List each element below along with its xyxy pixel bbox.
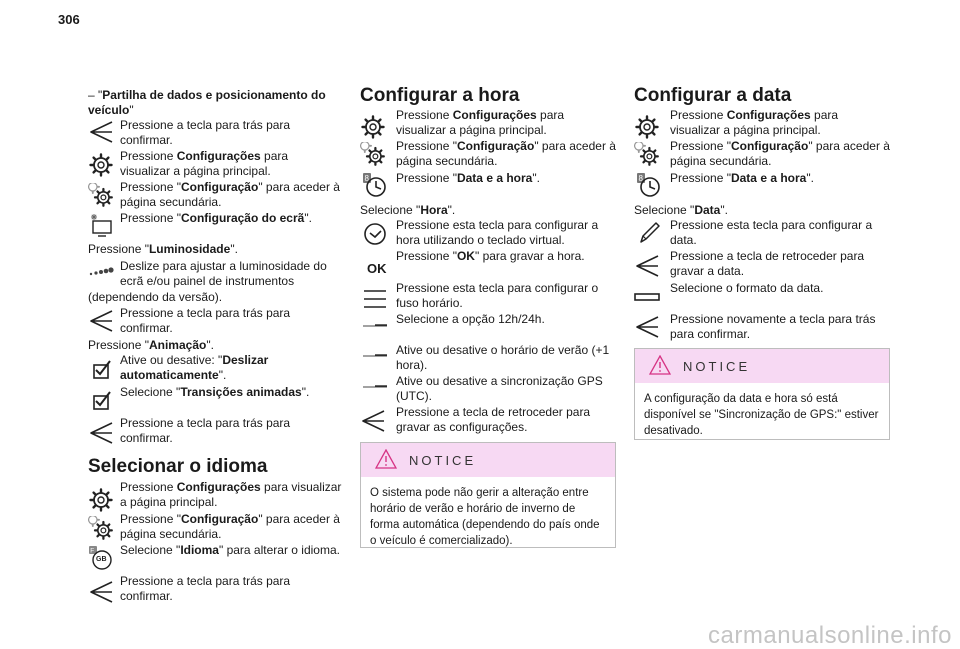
time-zone-key: Pressione esta tecla para configurar o fuso horário. [396, 281, 599, 310]
daylight-saving-toggle: Ative ou desative o horário de verão (+1 hora). [396, 343, 610, 372]
time-step-date-time: Pressione "Data e a hora". [396, 171, 540, 185]
watermark: carmanualsonline.info [708, 622, 952, 649]
checkbox-icon [88, 356, 114, 382]
language-icon-label: GB [96, 556, 107, 563]
back-arrow-icon [88, 420, 114, 446]
notice-title: NOTICE [409, 453, 477, 468]
clock-gear-icon [636, 172, 662, 198]
animated-transitions: Selecione "Transições animadas". [120, 385, 310, 399]
select-date: Selecione "Data". [634, 203, 728, 217]
slide-line-1: Deslize para ajustar a luminosidade do [120, 259, 327, 273]
pencil-icon [636, 220, 662, 246]
brightness-item: Pressione "Luminosidade". [88, 242, 238, 256]
back-arrow-icon [88, 119, 114, 145]
gear-icon [88, 487, 114, 513]
auto-slide-toggle: Ative ou desative: "Deslizar automaticamente". [120, 353, 269, 382]
notice-box-time [360, 442, 616, 548]
back-arrow-icon [360, 408, 386, 434]
back-arrow-icon [634, 314, 660, 340]
animation-item: Pressione "Animação". [88, 338, 214, 352]
notice-title: NOTICE [683, 359, 751, 374]
step-back-confirm-2: Pressione a tecla para trás para confirmar. [120, 306, 291, 335]
double-gear-icon [88, 183, 114, 209]
date-format-option: Selecione o formato da data. [670, 281, 824, 295]
data-sharing-item: – "Partilha de dados e posicionamento do veículo" [88, 88, 326, 117]
time-clock-key: Pressione esta tecla para configurar a hora utilizando o teclado virtual. [396, 218, 599, 247]
date-format-bar-icon [634, 284, 660, 310]
double-gear-icon [88, 516, 114, 542]
section-heading-date: Configurar a data [634, 85, 792, 106]
section-heading-language: Selecionar o idioma [88, 456, 268, 477]
date-back-confirm: Pressione novamente a tecla para trás para confirmar. [670, 312, 876, 341]
step-back-confirm: Pressione a tecla para trás para confirmar. [120, 118, 291, 147]
toggle-line-icon [362, 343, 388, 369]
step-configuration: Pressione "Configuração" para aceder à página secundária. [120, 180, 340, 209]
brightness-slider-icon [88, 258, 114, 284]
clock-icon [362, 221, 388, 247]
double-gear-icon [634, 142, 660, 168]
back-arrow-icon [88, 579, 114, 605]
time-back-save: Pressione a tecla de retroceder para gravar as configurações. [396, 405, 591, 434]
clock-gear-icon [362, 172, 388, 198]
section-heading-time: Configurar a hora [360, 85, 520, 106]
timezone-list-icon [362, 286, 388, 312]
step-back-confirm-3: Pressione a tecla para trás para confirmar. [120, 416, 291, 445]
gear-icon [360, 114, 386, 140]
gear-icon [88, 152, 114, 178]
warning-triangle-icon [649, 355, 671, 375]
language-icon [88, 545, 114, 571]
notice-box-date [634, 348, 890, 440]
checkbox-icon [88, 387, 114, 413]
date-step-settings: Pressione Configurações para visualizar a página principal. [670, 108, 839, 137]
time-step-configuration: Pressione "Configuração" para aceder à página secundária. [396, 139, 616, 168]
notice-text: A configuração da data e hora só está disponível se "Sincronização de GPS:" estiver desativado. [644, 393, 879, 437]
page-number: 306 [58, 12, 80, 27]
time-ok-save: Pressione "OK" para gravar a hora. [396, 249, 585, 263]
step-settings: Pressione Configurações para visualizar a página principal. [120, 149, 289, 178]
slide-line-2: ecrã e/ou painel de instrumentos [120, 274, 295, 288]
step-screen-config: Pressione "Configuração do ecrã". [120, 211, 312, 225]
notice-header [361, 443, 615, 477]
time-format-option: Selecione a opção 12h/24h. [396, 312, 545, 326]
warning-triangle-icon [375, 449, 397, 469]
lang-step-settings: Pressione Configurações para visualizar a página principal. [120, 480, 342, 509]
back-arrow-icon [88, 308, 114, 334]
lang-step-select: Selecione "Idioma" para alterar o idioma. [120, 543, 340, 557]
date-step-configuration: Pressione "Configuração" para aceder à página secundária. [670, 139, 890, 168]
lang-step-back: Pressione a tecla para trás para confirmar. [120, 574, 291, 603]
date-step-date-time: Pressione "Data e a hora". [670, 171, 814, 185]
gps-sync-toggle: Ative ou desative a sincronização GPS (UTC). [396, 374, 603, 403]
double-gear-icon [360, 142, 386, 168]
gear-icon [634, 114, 660, 140]
select-hour: Selecione "Hora". [360, 203, 456, 217]
notice-header [635, 349, 889, 383]
toggle-line-icon [362, 374, 388, 400]
date-edit-key: Pressione esta tecla para configurar a data. [670, 218, 873, 247]
date-back-save: Pressione a tecla de retroceder para gravar a data. [670, 249, 865, 278]
notice-text: O sistema pode não gerir a alteração entre horário de verão e horário de inverno de forma automática (dependendo do país onde o veículo é comercializado). [370, 487, 600, 547]
screen-settings-icon [88, 212, 114, 238]
ok-icon: OK [367, 261, 387, 276]
slide-line-3: (dependendo da versão). [88, 290, 223, 304]
toggle-line-icon [362, 313, 388, 339]
time-step-settings: Pressione Configurações para visualizar a página principal. [396, 108, 565, 137]
back-arrow-icon [634, 253, 660, 279]
lang-step-configuration: Pressione "Configuração" para aceder à página secundária. [120, 512, 340, 541]
